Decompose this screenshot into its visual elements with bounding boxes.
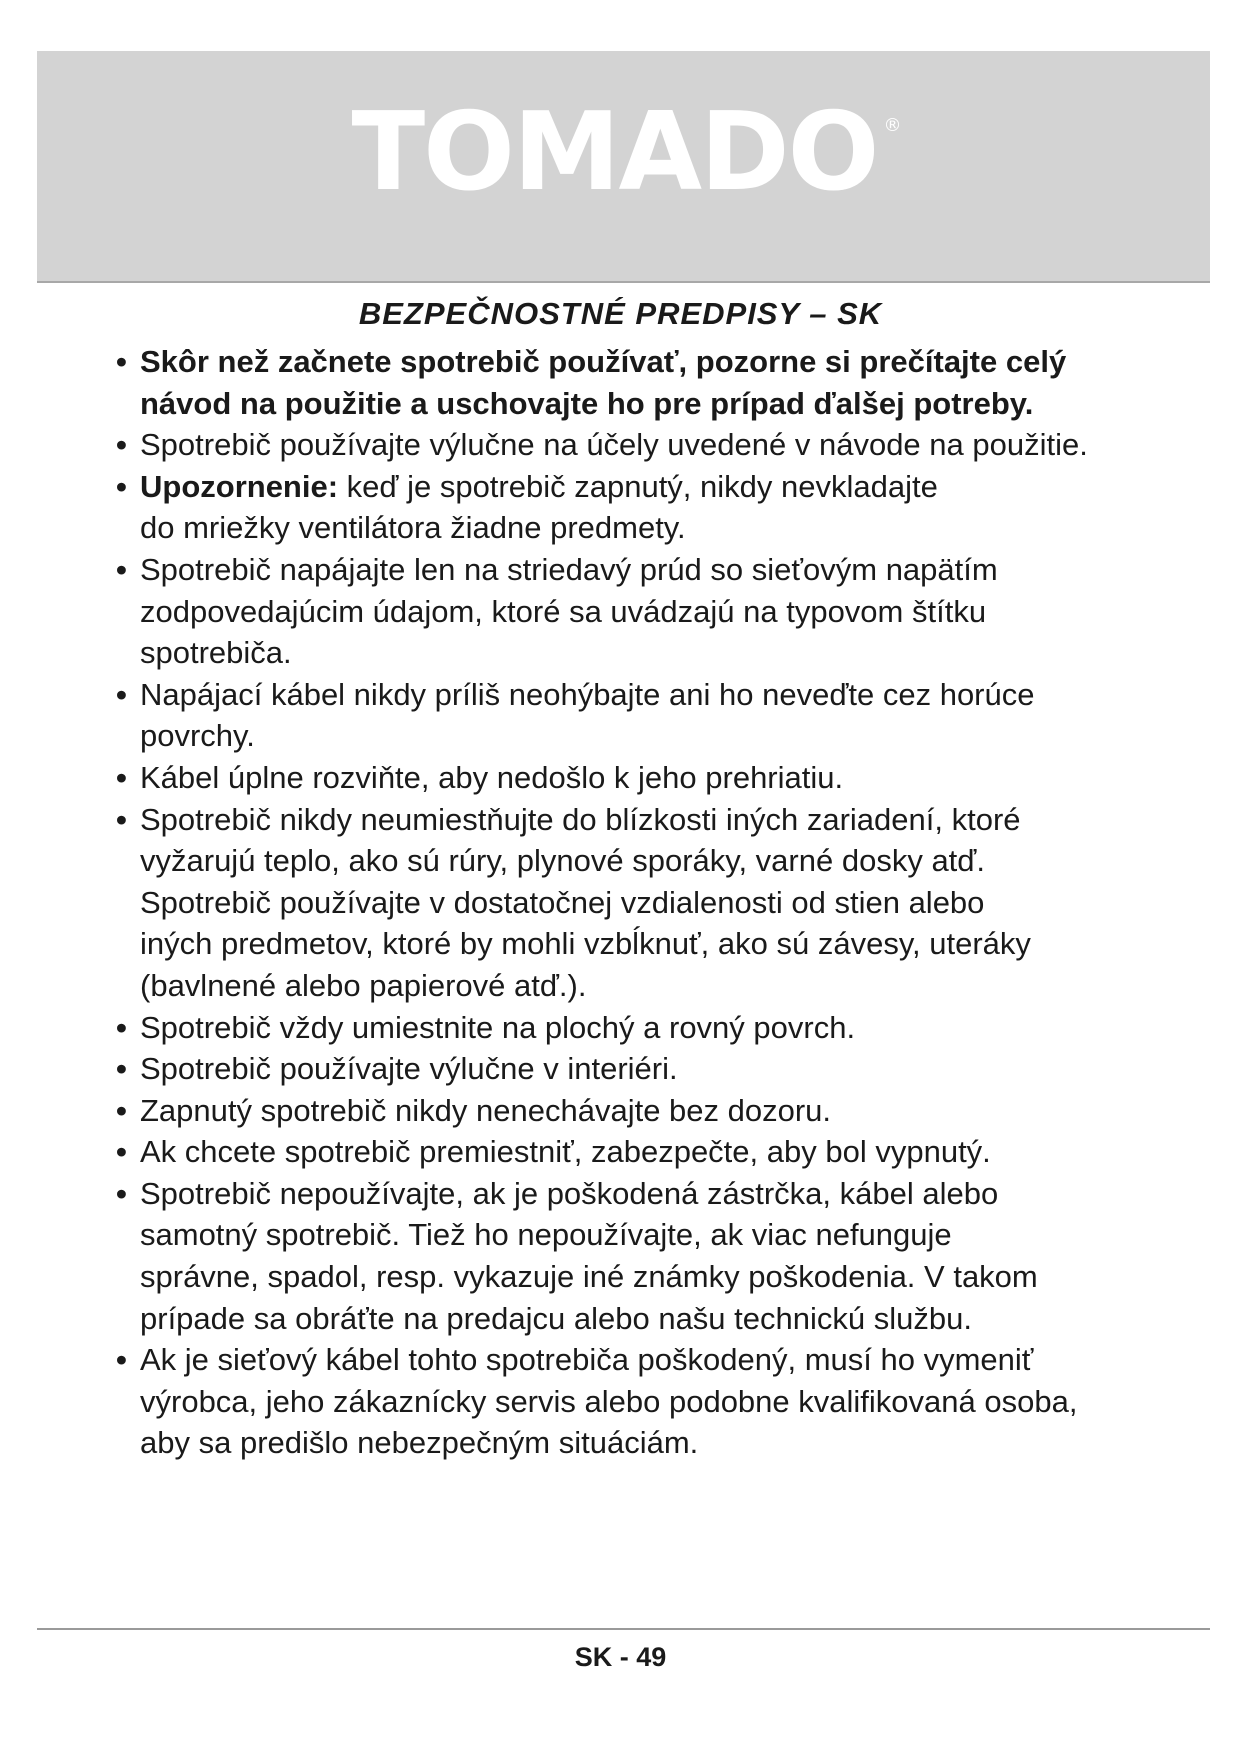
item-line: Spotrebič nepoužívajte, ak je poškodená zástrčka, kábel alebo: [140, 1175, 999, 1211]
list-item: [116, 1090, 1196, 1132]
item-line: spotrebiča.: [140, 635, 292, 671]
item-line: Spotrebič používajte výlučne v interiéri.: [140, 1051, 678, 1087]
list-item: [116, 674, 1196, 757]
bullet-icon: •: [116, 468, 127, 504]
item-line: Zapnutý spotrebič nikdy nenechávajte bez dozoru.: [140, 1092, 832, 1128]
list-item: [116, 1131, 1196, 1173]
footer-divider: [37, 1628, 1210, 1630]
list-item: [116, 1173, 1196, 1339]
warning-lead: Upozornenie:: [140, 468, 339, 504]
item-line: [140, 466, 1196, 508]
bullet-icon: •: [116, 1051, 127, 1087]
bullet-icon: •: [116, 551, 127, 587]
item-line: Skôr než začnete spotrebič používať, pozorne si prečítajte celý: [140, 344, 1067, 379]
brand-logo: [37, 90, 1210, 215]
list-item: [116, 799, 1196, 1007]
bullet-icon: •: [116, 1009, 127, 1045]
list-item: [116, 757, 1196, 799]
item-line: Ak chcete spotrebič premiestniť, zabezpečte, aby bol vypnutý.: [140, 1134, 991, 1170]
safety-instructions-list: [116, 341, 1196, 1464]
brand-logo-text: TOMADO: [351, 90, 878, 215]
item-line: Spotrebič vždy umiestnite na plochý a rovný povrch.: [140, 1009, 856, 1045]
list-item: [116, 424, 1196, 466]
item-line: (bavlnené alebo papierové atď.).: [140, 967, 587, 1003]
item-line: Kábel úplne rozviňte, aby nedošlo k jeho prehriatiu.: [140, 759, 844, 795]
bullet-icon: •: [116, 801, 127, 837]
list-item: [116, 1048, 1196, 1090]
item-line: aby sa predišlo nebezpečným situáciám.: [140, 1425, 699, 1461]
item-line: Spotrebič nikdy neumiestňujte do blízkosti iných zariadení, ktoré: [140, 801, 1021, 837]
item-line: vyžarujú teplo, ako sú rúry, plynové sporáky, varné dosky atď.: [140, 843, 985, 879]
bullet-icon: •: [116, 676, 127, 712]
item-line: zodpovedajúcim údajom, ktoré sa uvádzajú na typovom štítku: [140, 593, 987, 629]
item-line: Napájací kábel nikdy príliš neohýbajte ani ho neveďte cez horúce: [140, 676, 1035, 712]
bullet-icon: •: [116, 344, 127, 379]
item-line: Spotrebič používajte výlučne na účely uvedené v návode na použitie.: [140, 427, 1088, 463]
item-line: výrobca, jeho zákaznícky servis alebo podobne kvalifikovaná osoba,: [140, 1383, 1078, 1419]
list-item: [116, 1007, 1196, 1049]
bullet-icon: •: [116, 1175, 127, 1211]
page-number: SK - 49: [574, 1642, 667, 1672]
list-item: [116, 1339, 1196, 1464]
item-line: Ak je sieťový kábel tohto spotrebiča poškodený, musí ho vymeniť: [140, 1342, 1034, 1378]
item-line: samotný spotrebič. Tiež ho nepoužívajte, ak viac nefunguje: [140, 1217, 952, 1253]
item-line: Spotrebič používajte v dostatočnej vzdialenosti od stien alebo: [140, 884, 985, 920]
bullet-icon: •: [116, 759, 127, 795]
list-item: [116, 466, 1196, 549]
item-line: povrchy.: [140, 718, 255, 754]
registered-mark: ®: [883, 115, 902, 136]
item-line: iných predmetov, ktoré by mohli vzbĺknuť, ako sú závesy, uteráky: [140, 926, 1031, 962]
header-band: [37, 51, 1210, 283]
page-title: BEZPEČNOSTNÉ PREDPISY – SK: [358, 296, 883, 331]
list-item: [116, 341, 1196, 424]
item-line-text: keď je spotrebič zapnutý, nikdy nevkladajte: [338, 468, 938, 504]
bullet-icon: •: [116, 1092, 127, 1128]
item-line: do mriežky ventilátora žiadne predmety.: [140, 510, 686, 546]
bullet-icon: •: [116, 1134, 127, 1170]
item-line: Spotrebič napájajte len na striedavý prúd so sieťovým napätím: [140, 551, 998, 587]
bullet-icon: •: [116, 427, 127, 463]
item-line: návod na použitie a uschovajte ho pre prípad ďalšej potreby.: [140, 385, 1034, 421]
item-line: správne, spadol, resp. vykazuje iné známky poškodenia. V takom: [140, 1259, 1038, 1295]
bullet-icon: •: [116, 1342, 127, 1378]
item-line: prípade sa obráťte na predajcu alebo našu technickú službu.: [140, 1300, 972, 1336]
list-item: [116, 549, 1196, 674]
